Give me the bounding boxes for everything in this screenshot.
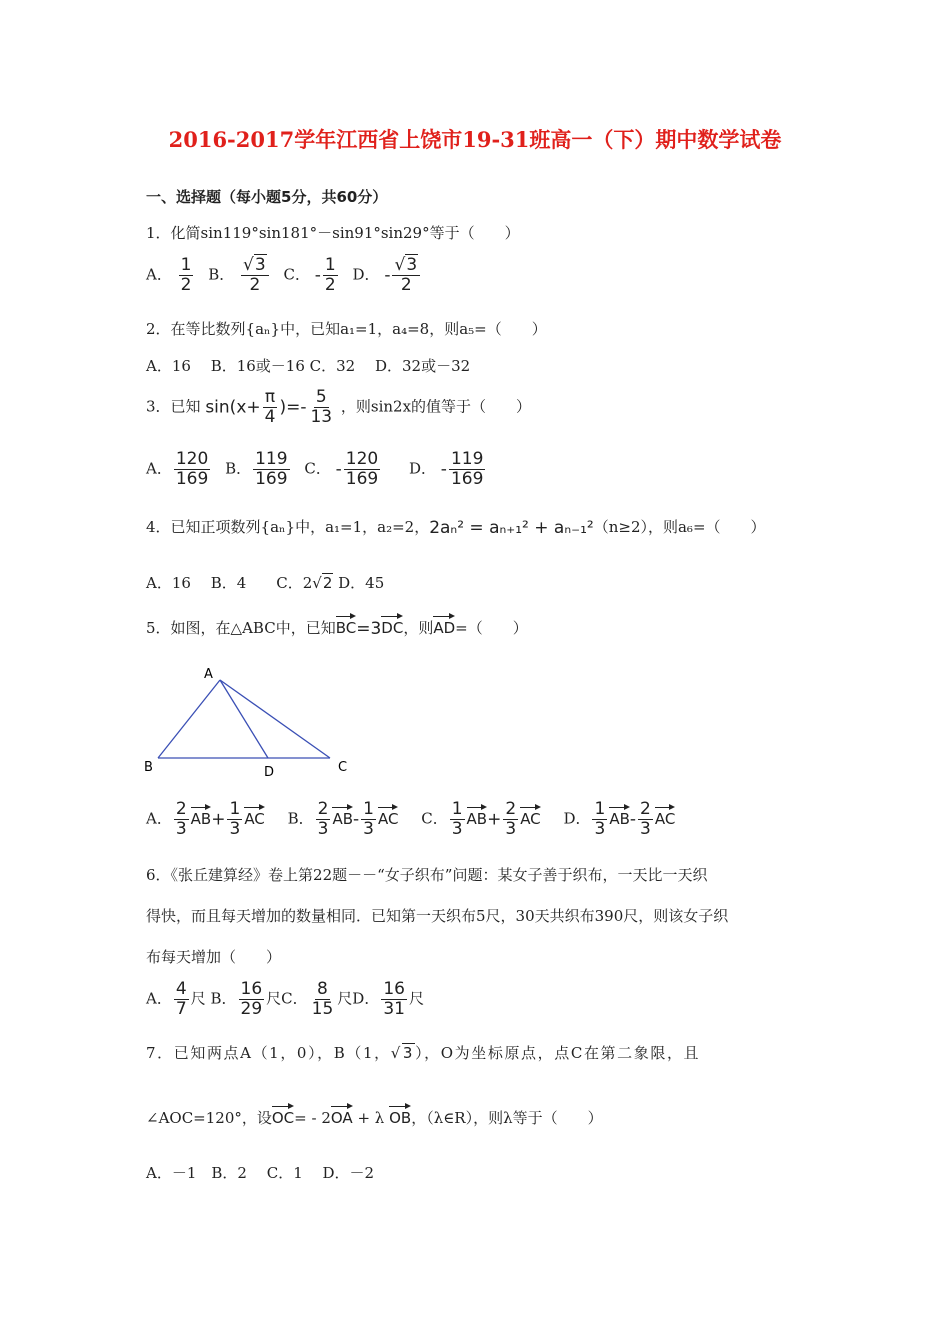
option-a: A． $\frac{1}{2}$ [146,255,192,295]
label-c: C [338,760,348,775]
question-2-stem: 2．在等比数列{aₙ}中，已知a₁=1，a₄=8，则a₅=（ ） [146,320,547,338]
question-7-options: A．－1 B．2 C．1 D．－2 [146,1164,375,1182]
question-6-line-3: 布每天增加（ ） [146,948,282,966]
option-a: A． $\frac{2}{3}$ AB+ $\frac{1}{3}$ AC [146,799,265,839]
option-a: A． $\frac{120}{169}$ [146,449,209,489]
question-2-options: A．16 B．16或－16 C．32 D．32或－32 [146,357,471,375]
question-1-options [146,256,430,295]
question-7-line-1: 7．已知两点A（1，0），B（1，√3），O为坐标原点，点C在第二象限，且 [146,1044,701,1062]
option-c: C． - $\frac{1}{2}$ [283,255,336,295]
question-3-stem: 3．已知 sin(x+ $\frac{\pi}{4}$ )=- $\frac{5}{13}$ ，则sin2x的值等于（ ） [146,387,532,427]
label-d: D [264,765,275,780]
question-3-options [146,450,495,489]
page-title: 2016-2017学年江西省上饶市19-31班高一（下）期中数学试卷 [168,127,782,152]
label-a: A [204,667,213,682]
question-1-stem: 1．化简sin119°sin181°－sin91°sin29°等于（ ） [146,224,520,242]
question-5-stem: 5．如图，在△ABC中，已知BC=3DC，则AD=（ ） [146,612,528,639]
option-b: B． $\frac{119}{169}$ [225,449,288,489]
question-4-options: A．16 B．4 C．2√2 D．45 [146,574,385,592]
option-c: C． $\frac{1}{3}$ AB+ $\frac{2}{3}$ AC [421,799,541,839]
option-c: C． - $\frac{120}{169}$ [304,449,379,489]
question-7-line-2: ∠AOC=120°，设OC= - 2OA + λ OB，（λ∈R），则λ等于（ ） [146,1102,603,1128]
option-d: D． - $\frac{√3}{2}$ [353,256,423,295]
question-6-line-1: 6．《张丘建算经》卷上第22题－－“女子织布”问题：某女子善于织布，一天比一天织 [146,866,708,884]
fraction: $\frac{1}{2}$ [324,255,336,295]
label-b: B [144,760,153,775]
side-ac [220,680,330,758]
section-heading: 一、选择题（每小题5分，共60分） [146,188,388,206]
segment-ad [220,680,268,758]
question-4-stem: 4．已知正项数列{aₙ}中，a₁=1，a₂=2，2aₙ² = aₙ₊₁² + aₙ₋₁²（n≥2），则a₆=（ ） [146,518,766,538]
question-6-line-2: 得快，而且每天增加的数量相同．已知第一天织布5尺，30天共织布390尺，则该女子织 [146,907,729,925]
triangle-figure [140,662,370,784]
fraction: $\frac{√3}{2}$ [241,256,269,295]
side-ab [158,680,220,758]
question-5-options [146,800,683,839]
option-b: B． $\frac{2}{3}$ AB- $\frac{1}{3}$ AC [287,799,399,839]
fraction: $\frac{√3}{2}$ [392,256,420,295]
question-6-options: A． $\frac{4}{7}$ 尺 B． $\frac{16}{29}$ 尺C． $\frac{8}{15}$ 尺D． $\frac{16}{31}$ 尺 [146,979,424,1019]
option-d: D． - $\frac{119}{169}$ [408,449,484,489]
fraction: $\frac{1}{2}$ [180,255,192,295]
option-b: B． $\frac{√3}{2}$ [208,256,270,295]
option-d: D． $\frac{1}{3}$ AB- $\frac{2}{3}$ AC [563,799,676,839]
